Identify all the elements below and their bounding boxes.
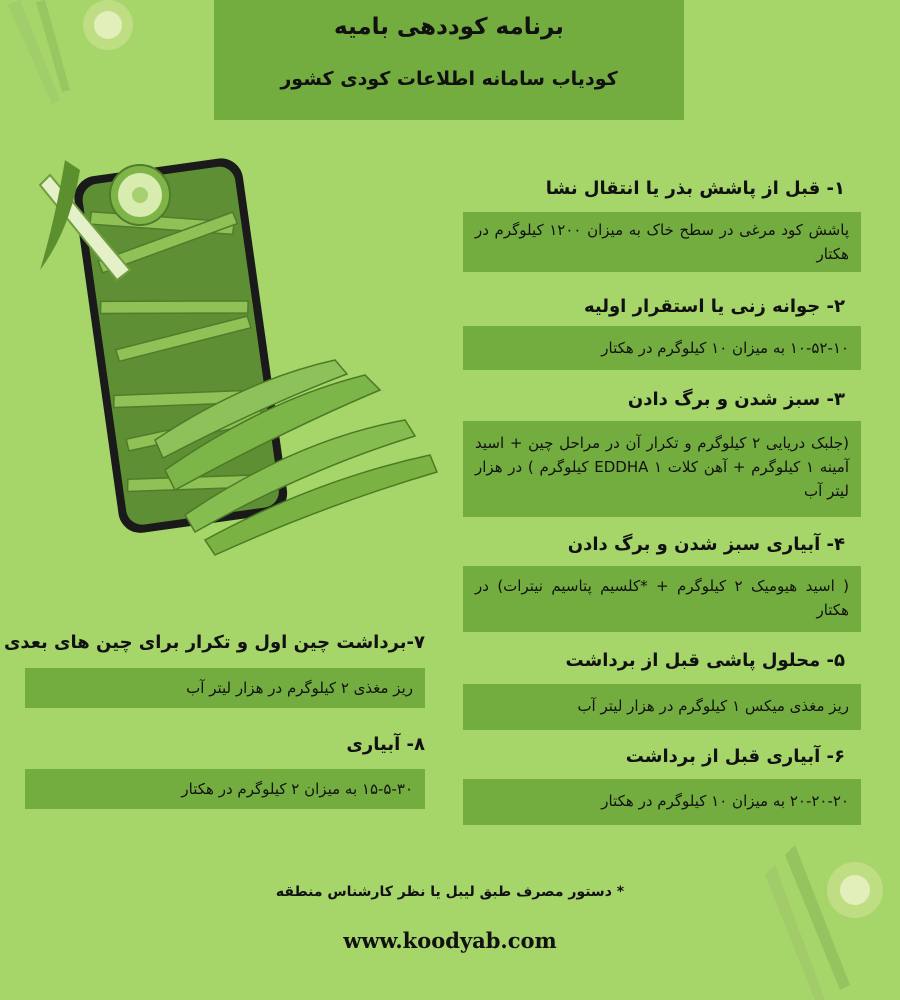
step-3-box: (جلبک دریایی ۲ کیلوگرم و تکرار آن در مراحل چین + اسید آمینه ۱ کیلوگرم + آهن کلات EDDHA ۱ کیلوگرم ) در هزار لیتر آب [463,421,861,517]
website-link[interactable]: www.koodyab.com [343,928,557,953]
step-4-box: ( اسید هیومیک ۲ کیلوگرم + *کلسیم پتاسیم نیترات) در هکتار [463,566,861,632]
step-4-title: ۴- آبیاری سبز شدن و برگ دادن [567,534,845,555]
page-title: برنامه کوددهی بامیه [334,14,564,40]
footnote: * دستور مصرف طبق لیبل یا نظر کارشناس منطقه [275,884,625,900]
step-6-title: ۶- آبیاری قبل از برداشت [625,746,845,767]
step-5-title: ۵- محلول پاشی قبل از برداشت [565,650,845,671]
page-subtitle: کودیاب سامانه اطلاعات کودی کشور [280,68,618,90]
step-1-box: پاشش کود مرغی در سطح خاک به میزان ۱۲۰۰ کیلوگرم در هکتار [463,212,861,272]
okra-phone-illustration [35,140,445,560]
step-2-box: ۱۰-۵۲-۱۰ به میزان ۱۰ کیلوگرم در هکتار [463,326,861,370]
header-banner [214,0,684,120]
step-1-title: ۱- قبل از پاشش بذر یا انتقال نشا [545,178,845,199]
step-7-box: ریز مغذی ۲ کیلوگرم در هزار لیتر آب [25,668,425,708]
step-7-title: ۷-برداشت چین اول و تکرار برای چین های بعدی [3,632,425,653]
okra-corner-bottom-right [755,835,900,1000]
okra-corner-top-left [0,0,150,110]
step-6-box: ۲۰-۲۰-۲۰ به میزان ۱۰ کیلوگرم در هکتار [463,779,861,825]
step-8-title: ۸- آبیاری [346,734,425,755]
step-2-title: ۲- جوانه زنی یا استقرار اولیه [583,296,845,317]
step-8-box: ۱۵-۵-۳۰ به میزان ۲ کیلوگرم در هکتار [25,769,425,809]
step-5-box: ریز مغذی میکس ۱ کیلوگرم در هزار لیتر آب [463,684,861,730]
step-3-title: ۳- سبز شدن و برگ دادن [627,389,845,410]
